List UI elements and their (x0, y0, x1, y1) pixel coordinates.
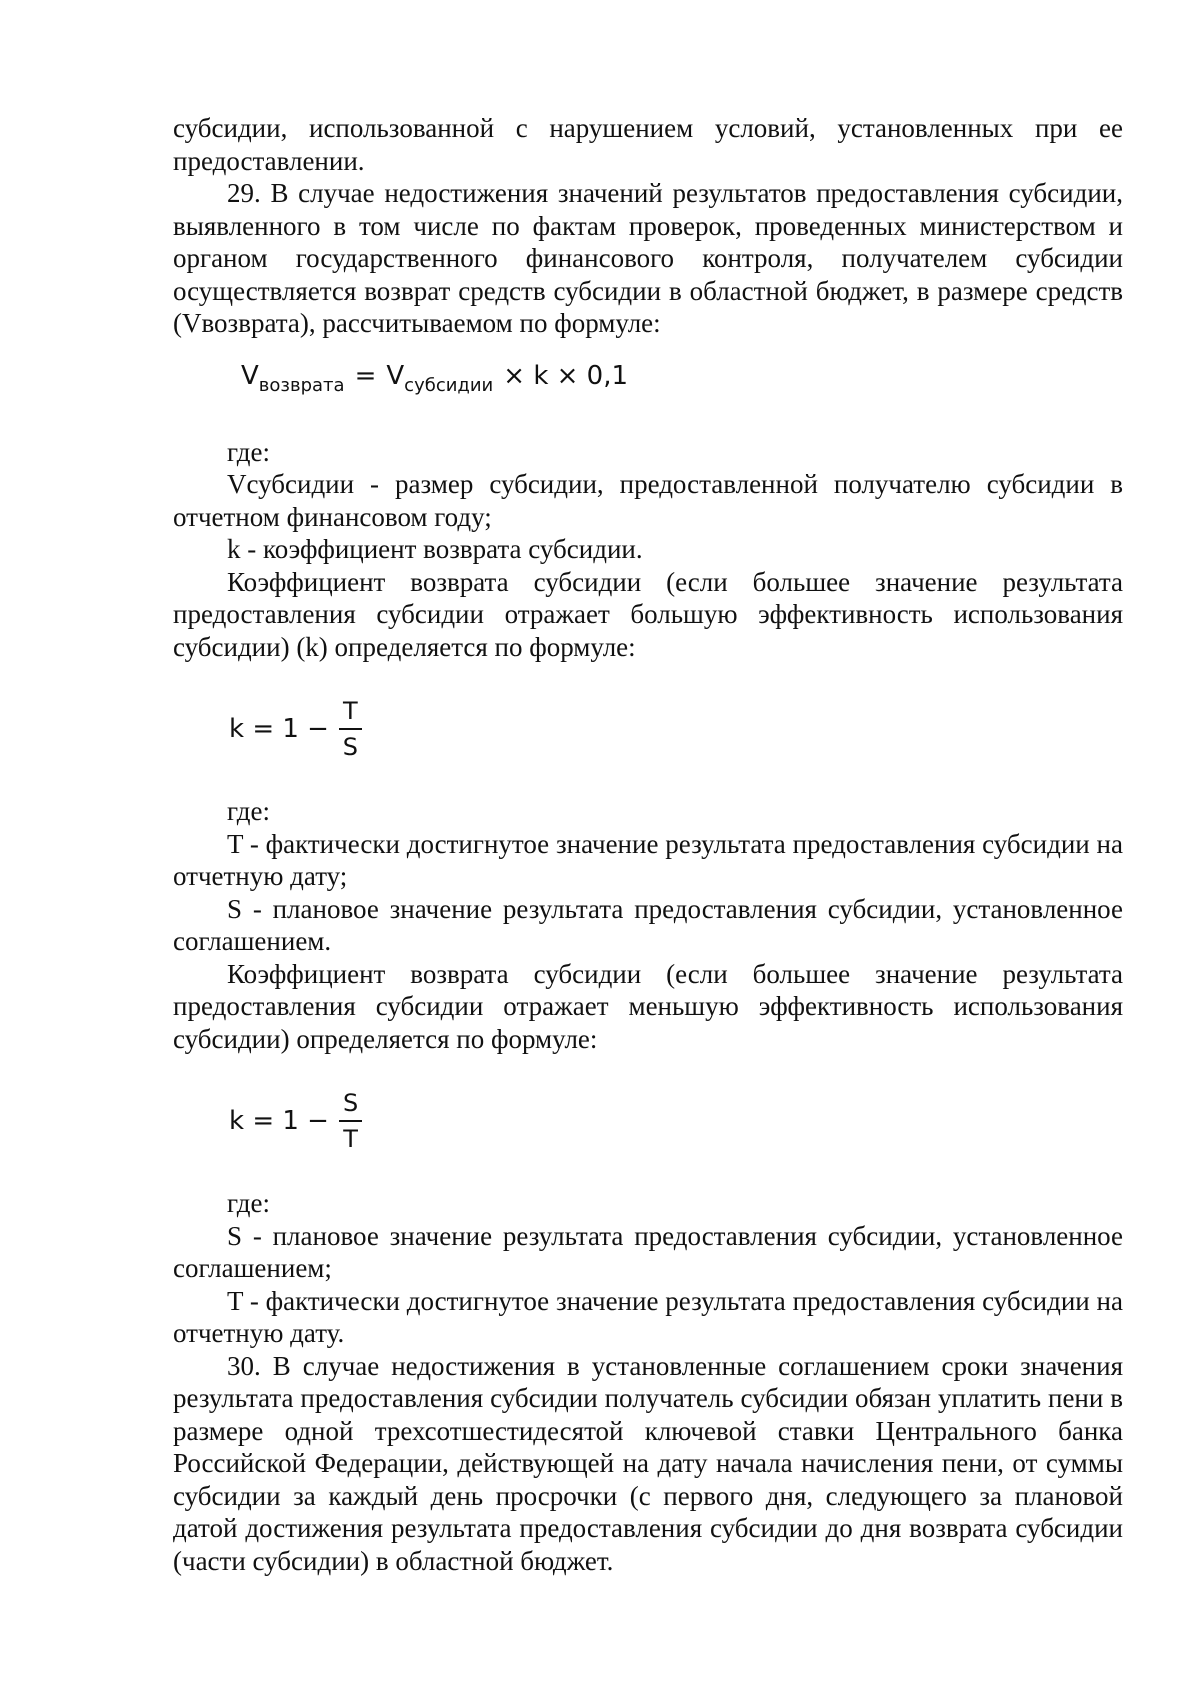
paragraph-subsidy-violation: субсидии, использованной с нарушением условий, установленных при ее предоставлении. (173, 113, 1123, 176)
paragraph-coefficient-greater-worse: Коэффициент возврата субсидии (если большее значение результата предоставления субсидии отражает меньшую эффективность использования субсидии) определяется по формуле: (173, 958, 1123, 1054)
formula-return-amount (241, 360, 1123, 406)
fraction-denominator: T (343, 1125, 358, 1153)
definition-t: T - фактически достигнутое значение результата предоставления субсидии на отчетную дату; (173, 828, 1123, 891)
definition-v-subsidy: Vсубсидии - размер субсидии, предоставленной получателю субсидии в отчетном финансовом году; (173, 469, 1123, 532)
definition-s: S - плановое значение результата предоставления субсидии, установленное соглашением; (173, 1220, 1123, 1283)
where-label: где: (227, 1188, 270, 1218)
definition-k: k - коэффициент возврата субсидии. (227, 534, 643, 564)
formula-k-t-over-s (229, 693, 1123, 765)
fraction-denominator: S (342, 733, 358, 761)
definition-s: S - плановое значение результата предоставления субсидии, установленное соглашением. (173, 893, 1123, 956)
formula-multiplier: × k × 0,1 (503, 360, 629, 391)
document-page (173, 112, 1123, 1577)
formula-k-lhs: k = 1 − (229, 713, 329, 744)
definition-t: T - фактически достигнутое значение результата предоставления субсидии на отчетную дату. (173, 1285, 1123, 1348)
fraction-numerator: T (339, 696, 362, 730)
fraction-t-over-s (339, 696, 362, 762)
paragraph-coefficient-greater-better: Коэффициент возврата субсидии (если большее значение результата предоставления субсидии отражает большую эффективность использования субсидии) (k) определяется по формуле: (173, 566, 1123, 662)
formula-rhs: $V_{субсидии}$ (386, 360, 494, 396)
formula-k-lhs: k = 1 − (229, 1105, 329, 1136)
formula-k-s-over-t (229, 1085, 1123, 1157)
formula-lhs: $V_{возврата}$ (241, 360, 345, 396)
fraction-numerator: S (339, 1088, 362, 1122)
formula-equals: = (354, 360, 377, 391)
where-label: где: (227, 436, 270, 467)
paragraph-29: 29. В случае недостижения значений результатов предоставления субсидии, выявленного в том числе по фактам проверок, проведенных министерством и органом государственного финансового контроля, получателем субсидии осуществляется возврат средств субсидии в областной бюджет, в размере средств (Vвозврата), рассчитываемом по формуле: (173, 178, 1123, 338)
paragraph-30: 30. В случае недостижения в установленные соглашением сроки значения результата предоставления субсидии получатель субсидии обязан уплатить пени в размере одной трехсотшестидесятой ключевой ставки Центрального банка Российской Федерации, действующей на дату начала начисления пени, от суммы субсидии за каждый день просрочки (с первого дня, следующего за плановой датой достижения результата предоставления субсидии до дня возврата субсидии (части субсидии) в областной бюджет. (173, 1350, 1123, 1576)
fraction-s-over-t (339, 1088, 362, 1154)
where-label: где: (227, 796, 270, 826)
